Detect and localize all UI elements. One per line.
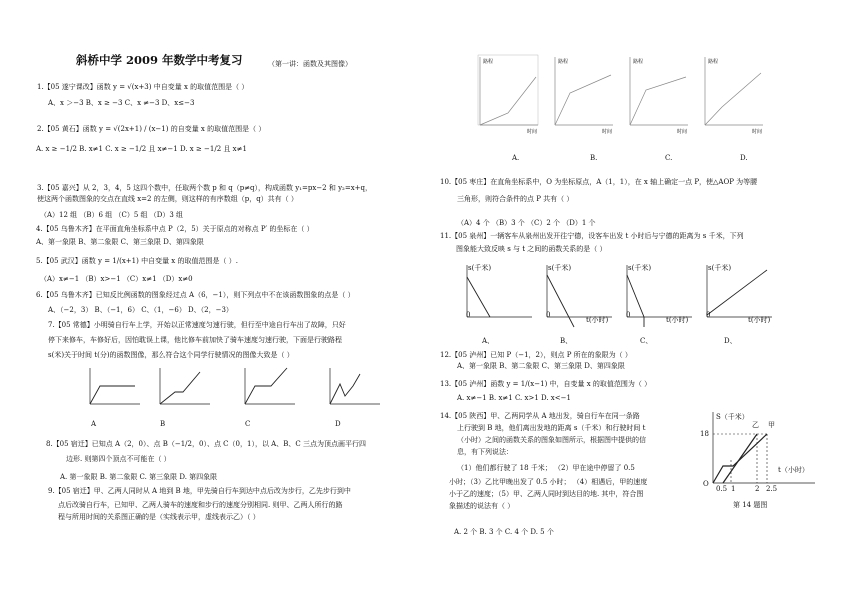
q9-d-xlabel: 时间 [752,129,763,135]
q11-option-d: D、 [724,337,737,345]
left-line-16: 8.【05 宿迁】已知点 A（2，0）、点 B（−1/2，0）、点 C（0，1），以 A、B、C 三点为顶点画平行四 [46,440,366,448]
left-line-0: 1.【05 遂宁课改】函数 y = √(x+3) 中自变量 x 的取值范围是（ ） [37,83,249,91]
q11-b-origin: 0 [546,311,551,319]
q9-a-ylabel: 路程 [483,59,494,65]
left-line-14: 停下来修车，车修好后，因怕耽误上课，他比修车前加快了骑车速度匀速行驶，下面是行驶路程 [48,336,342,344]
left-line-2: 2.【05 黄石】函数 y = √(2x+1) / (x−1) 的自变量 x 的取值范围是（ ） [37,125,266,133]
q9-option-d: D. [740,154,748,162]
left-line-6: （A）12 组 （B）6 组 （C）5 组 （D）3 组 [40,211,184,219]
q14-label-jia: 甲 [768,421,775,429]
left-line-11: 6.【05 乌鲁木齐】已知反比例函数的图象经过点 A（6，−1），则下列点中不在该函数图象的点是（ ） [36,291,355,299]
left-line-12: A、（−2，3） B、（−1，6） C、（1，−6） D、（2，−3） [48,306,233,314]
q9-graphs [478,55,808,135]
q9-graph-a [478,55,538,125]
right-line-1: 三角形，则符合条件的点 P 共有（ ） [457,195,574,203]
right-line-6: A、第一象限 B、第二象限 C、第三象限 D、第四象限 [457,362,625,370]
left-line-4: 3.【05 嘉兴】从 2，3，4，5 这四个数中，任取两个数 p 和 q（p≠q），构成函数 y₁=px−2 和 y₂=x+q， [37,184,373,192]
right-line-11: （小时）之间的函数关系的图象如图所示，根据图中提供的信 [457,436,646,444]
q9-graph-d [705,57,763,125]
q14-xtick-0-5: 0.5 [716,485,728,493]
q7-graph-c [245,368,295,404]
left-line-19: 9.【05 宿迁】甲、乙两人同时从 A 地到 B 地，甲先骑自行车到达中点后改为步行，乙先步行到中 [48,487,351,495]
right-line-9: 14.【05 陕西】甲、乙两同学从 A 地出发，骑自行车在同一条路 [440,412,640,420]
left-line-20: 点后改骑自行车，已知甲、乙两人骑车的速度和步行的速度分别相同. 则甲、乙两人所行的路 [58,501,343,509]
q14-ytick-18: 18 [700,430,709,438]
q14-ylabel: S（千米） [716,413,749,421]
q9-option-a: A. [512,154,520,162]
q11-c-ylabel: s(千米) [628,264,652,272]
right-line-14: 小时；（3）乙比甲晚出发了 0.5 小时； （4）相遇后，甲的速度 [449,478,648,486]
q7-graph-a [90,368,140,404]
right-line-5: 12.【05 泸州】已知 P（−1，2），则点 P 所在的象限为（ ） [440,351,632,359]
q11-d-ylabel: s(千米) [708,264,732,272]
q7-option-a: A [91,420,97,428]
q11-c-xlabel: t(小时) [666,316,689,324]
right-line-10: 上行驶到 B 地，他们离出发地的距离 s（千米）和行驶时间 t [457,424,646,432]
q11-option-a: A、 [482,337,495,345]
q11-b-xlabel: t(小时) [586,316,609,324]
right-line-13: （1）他们都行驶了 18 千米； （2）甲在途中停留了 0.5 [457,464,635,472]
q11-d-xlabel: t(小时) [748,316,771,324]
q14-xtick-2-5: 2.5 [766,485,778,493]
left-line-15: s(米)关于时间 t(分)的函数图像，那么符合这个同学行驶情况的图像大致是（ ） [48,351,294,359]
q11-graphs [462,265,792,335]
q11-option-b: B、 [560,337,573,345]
q14-xlabel: t（小时） [778,466,809,474]
q11-option-c: C、 [640,337,653,345]
q9-option-b: B. [590,154,598,162]
q9-b-ylabel: 路程 [558,59,569,65]
q14-caption: 第 14 题图 [733,501,768,509]
q14-graph [705,408,825,508]
left-line-3: A. x ≥ −1/2 B. x≠1 C. x ≥ −1/2 且 x≠−1 D. x ≥ −1/2 且 x≠1 [36,145,247,153]
left-line-1: A、x ＞−3 B、x ≥ −3 C、x ≠−3 D、x≤−3 [48,99,195,107]
q14-xtick-2: 2 [755,485,760,493]
right-line-12: 息，有下列说法： [457,448,513,456]
q11-b-ylabel: s(千米) [548,264,572,272]
right-line-2: （A）4 个 （B）3 个 （C）2 个 （D）1 个 [457,219,596,227]
q11-d-origin: 0 [706,311,711,319]
left-line-9: 5.【05 武汉】函数 y = 1/(x+1) 中自变量 x 的取值范围是（ ）. [36,257,238,265]
q9-b-xlabel: 时间 [602,129,613,135]
right-line-0: 10.【05 枣庄】在直角坐标系中，O 为坐标原点，A（1，1），在 x 轴上确定一点 P，使△AOP 为等腰 [440,178,758,186]
right-line-15: 小于乙的速度；（5）甲、乙两人同时到达目的地. 其中，符合图 [449,490,644,498]
left-line-21: 程与所用时间的关系图正确的是（实线表示甲，虚线表示乙）（ ） [58,513,260,521]
left-line-5: 使这两个函数图象的交点在直线 x=2 的左侧，则这样的有序数组（p，q）共有（ ） [37,195,298,203]
q9-option-c: C. [665,154,673,162]
q7-option-c: C [245,420,251,428]
q7-graph-d [330,368,380,404]
q9-c-ylabel: 路程 [633,59,644,65]
left-line-7: 4.【05 乌鲁木齐】在平面直角坐标系中点 P（2，5）关于原点的对称点 P′ 的坐标在（ ） [36,225,314,233]
q7-option-b: B [160,420,166,428]
q11-a-ylabel: s(千米) [468,264,492,272]
right-line-3: 11.【05 泉州】一辆客车从泉州出发开往宁德，设客车出发 t 小时后与宁德的距离为 s 千米，下列 [440,232,744,240]
page-title: 斜桥中学 2009 年数学中考复习 [76,53,243,67]
right-line-7: 13.【05 泸州】函数 y = 1/(x−1) 中，自变量 x 的取值范围为（ ） [440,380,652,388]
q14-origin: O [703,480,709,488]
q9-graph-b [555,57,613,125]
left-line-17: 边形. 则第四个顶点不可能在（ ） [66,455,171,463]
q7-graph-b [160,368,210,404]
q9-c-xlabel: 时间 [677,129,688,135]
right-line-8: A. x≠−1 B. x≠1 C. x>1 D. x<−1 [457,394,571,402]
q9-a-xlabel: 时间 [527,129,538,135]
q14-label-yi: 乙 [752,421,759,429]
right-line-16: 象描述的说法有（ ） [449,502,515,510]
q9-graph-c [630,57,688,125]
left-line-8: A、第一象限 B、第二象限 C、第三象限 D、第四象限 [36,238,204,246]
left-line-10: （A）x≠−1 （B）x>−1 （C）x≠1 （D）x≠0 [40,275,193,283]
q9-d-ylabel: 路程 [708,59,719,65]
right-line-17: A. 2 个 B. 3 个 C. 4 个 D. 5 个 [454,528,554,536]
q11-c-origin: 0 [626,311,631,319]
left-line-18: A. 第一象限 B. 第二象限 C. 第三象限 D. 第四象限 [60,473,218,481]
q14-xtick-1: 1 [731,485,736,493]
page-subtitle: （第一讲：函数及其图像） [268,60,352,68]
right-line-4: 图象能大致反映 s 与 t 之间的函数关系的是（ ） [456,245,607,253]
q7-option-d: D [335,420,341,428]
left-line-13: 7.【05 常德】小明骑自行车上学，开始以正常速度匀速行驶，但行至中途自行车出了故障，只好 [48,321,346,329]
q7-graphs [55,364,355,424]
q11-a-origin: 0 [466,311,471,319]
